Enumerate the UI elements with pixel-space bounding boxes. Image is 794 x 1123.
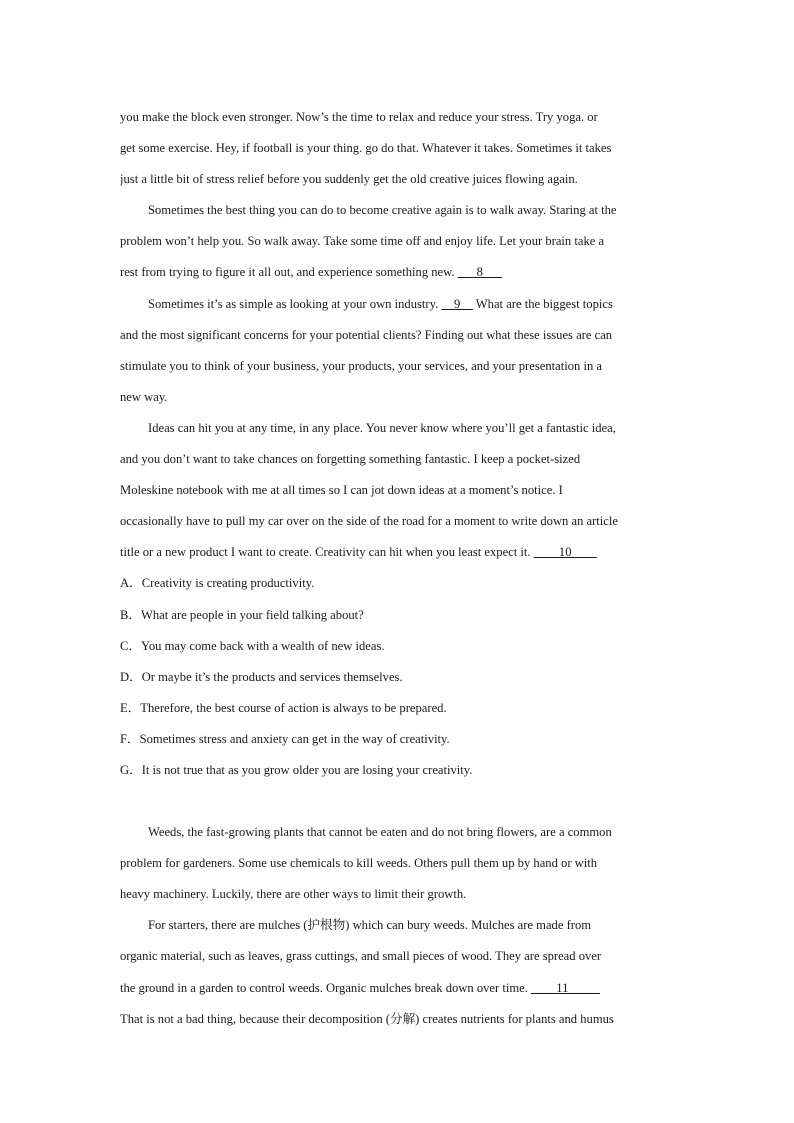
section-gap	[120, 786, 682, 817]
paragraph-start	[120, 289, 682, 320]
text-line: you make the block even stronger. Now’s the time to relax and reduce your stress. Try yoga. or	[120, 110, 598, 124]
paragraph-start: Sometimes the best thing you can do to become creative again is to walk away. Staring at the	[148, 203, 617, 218]
option-e: E．Therefore, the best course of action is always to be prepared.	[120, 700, 447, 715]
option-d: D．Or maybe it’s the products and services themselves.	[120, 669, 403, 684]
text-segment: title or a new product I want to create. Creativity can hit when you least expect it.	[120, 545, 534, 560]
paragraph-start: For starters, there are mulches (护根物) which can bury weeds. Mulches are made from	[148, 918, 592, 933]
answer-blank-8: ___8___	[457, 265, 502, 280]
text-line	[120, 537, 682, 568]
text-segment: Sometimes it’s as simple as looking at your own industry.	[148, 296, 442, 311]
text-segment: rest from trying to figure it all out, and experience something new.	[120, 265, 458, 280]
text-line: problem won’t help you. So walk away. Take some time off and enjoy life. Let your brain take a	[120, 234, 605, 249]
option-a: A．Creativity is creating productivity.	[120, 576, 315, 591]
text-line: and you don’t want to take chances on forgetting something fantastic. I keep a pocket-sized	[120, 452, 581, 467]
text-line: just a little bit of stress relief before you suddenly get the old creative juices flowing again.	[120, 172, 578, 187]
text-line: and the most significant concerns for your potential clients? Finding out what these issues are can	[120, 327, 613, 342]
option-g: G．It is not true that as you grow older you are losing your creativity.	[120, 762, 473, 777]
option-f: F．Sometimes stress and anxiety can get in the way of creativity.	[120, 731, 450, 746]
text-line: Moleskine notebook with me at all times so I can jot down ideas at a moment’s notice. I	[120, 483, 563, 498]
option-b: B．What are people in your field talking about?	[120, 607, 364, 622]
text-line: heavy machinery. Luckily, there are other ways to limit their growth.	[120, 887, 467, 902]
text-line: stimulate you to think of your business, your products, your services, and your presentation in a	[120, 358, 602, 373]
text-line: get some exercise. Hey, if football is your thing. go do that. Whatever it takes. Sometimes it takes	[120, 141, 612, 156]
option-c: C．You may come back with a wealth of new ideas.	[120, 638, 385, 653]
text-segment: the ground in a garden to control weeds. Organic mulches break down over time.	[120, 980, 532, 995]
answer-blank-10: ____10____	[533, 545, 597, 560]
text-line: problem for gardeners. Some use chemicals to kill weeds. Others pull them up by hand or with	[120, 856, 598, 871]
text-line	[120, 257, 682, 288]
text-line: organic material, such as leaves, grass cuttings, and small pieces of wood. They are spread over	[120, 949, 602, 964]
paragraph-start: Ideas can hit you at any time, in any place. You never know where you’ll get a fantastic idea,	[148, 420, 616, 435]
answer-blank-11: ____11_____	[531, 980, 600, 995]
text-line	[120, 973, 682, 1004]
text-segment: What are the biggest topics	[472, 296, 613, 311]
answer-blank-9: __9__	[441, 296, 473, 311]
text-line: occasionally have to pull my car over on the side of the road for a moment to write down an article	[120, 514, 618, 529]
text-line: That is not a bad thing, because their decomposition (分解) creates nutrients for plants and humus	[120, 1011, 614, 1026]
paragraph-start: Weeds, the fast-growing plants that cannot be eaten and do not bring flowers, are a common	[148, 825, 612, 840]
text-line: new way.	[120, 389, 168, 404]
